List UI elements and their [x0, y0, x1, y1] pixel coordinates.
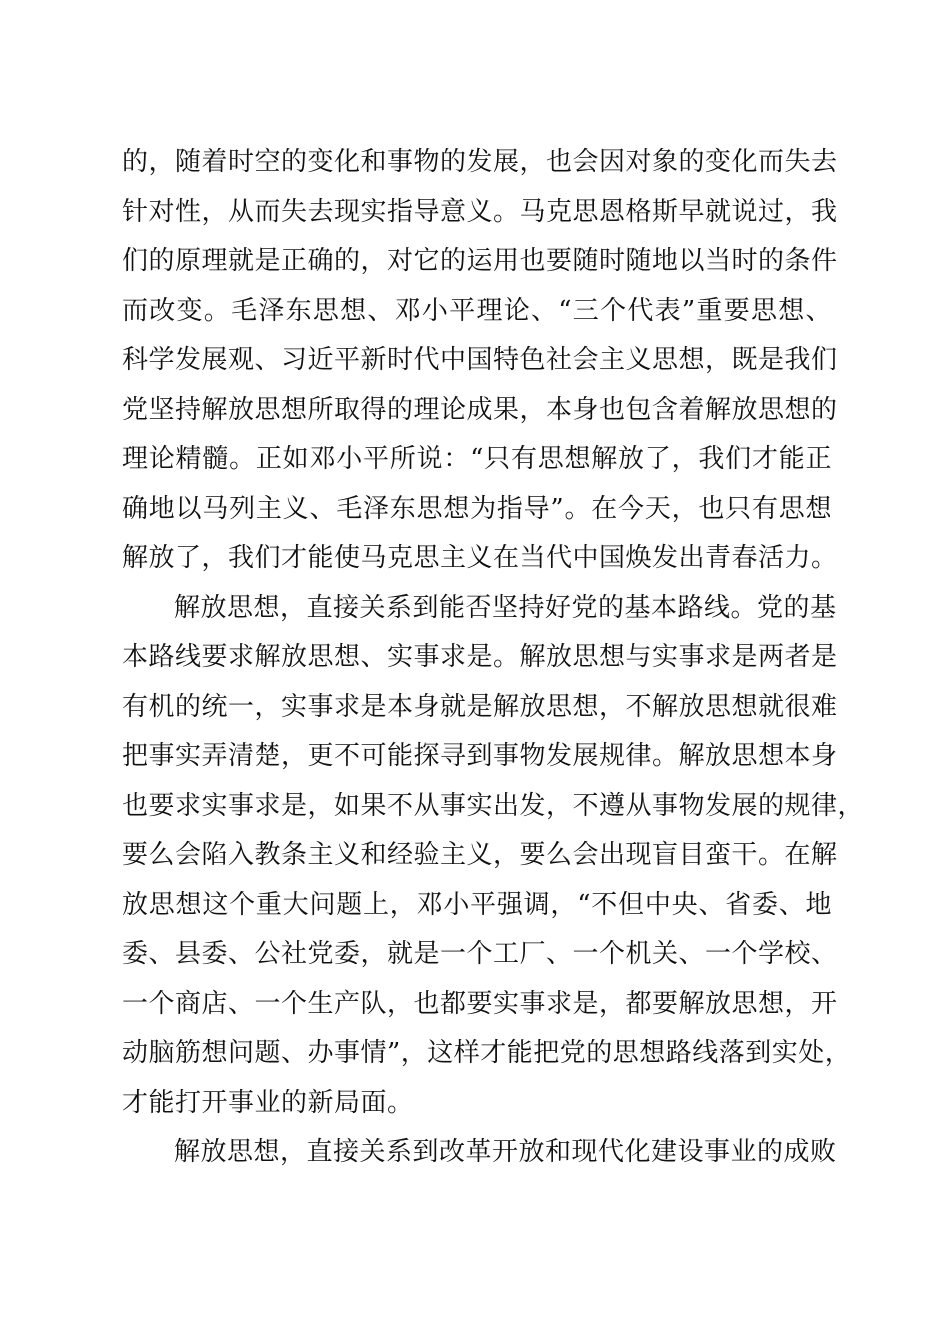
text-line: 而改变。毛泽东思想、邓小平理论、“三个代表”重要思想、	[122, 295, 832, 326]
body-text	[122, 138, 865, 1178]
text-line: 委、县委、公社党委，就是一个工厂、一个机关、一个学校、	[122, 939, 838, 969]
text-line: 本路线要求解放思想、实事求是。解放思想与实事求是两者是	[122, 642, 838, 672]
text-line: 针对性，从而失去现实指导意义。马克思恩格斯早就说过，我	[122, 196, 838, 227]
text-line: 放思想这个重大问题上，邓小平强调，“不但中央、省委、地	[122, 889, 832, 920]
text-line: 的，随着时空的变化和事物的发展，也会因对象的变化而失去	[122, 147, 838, 177]
paragraph-first-line: 解放思想，直接关系到改革开放和现代化建设事业的成败	[174, 1137, 837, 1167]
text-line: 一个商店、一个生产队，也都要实事求是，都要解放思想，开	[122, 988, 838, 1019]
text-line: 要么会陷入教条主义和经验主义，要么会出现盲目蛮干。在解	[122, 840, 838, 870]
paragraph-first-line: 解放思想，直接关系到能否坚持好党的基本路线。党的基	[174, 592, 837, 623]
text-line: 们的原理就是正确的，对它的运用也要随时随地以当时的条件	[122, 246, 838, 276]
text-line: 理论精髓。正如邓小平所说：“只有思想解放了，我们才能正	[122, 444, 832, 474]
text-line: 科学发展观、习近平新时代中国特色社会主义思想，既是我们	[122, 345, 838, 375]
text-line: 把事实弄清楚，更不可能探寻到事物发展规律。解放思想本身	[122, 741, 838, 771]
text-line: 有机的统一，实事求是本身就是解放思想，不解放思想就很难	[122, 691, 838, 722]
text-line: 解放了，我们才能使马克思主义在当代中国焕发出青春活力。	[122, 543, 838, 573]
text-line: 才能打开事业的新局面。	[122, 1087, 414, 1118]
text-line: 动脑筋想问题、办事情”，这样才能把党的思想路线落到实处，	[122, 1038, 852, 1068]
text-line: 党坚持解放思想所取得的理论成果，本身也包含着解放思想的	[122, 394, 838, 425]
text-line: 也要求实事求是，如果不从事实出发，不遵从事物发展的规律，	[122, 790, 865, 821]
text-line: 确地以马列主义、毛泽东思想为指导”。在今天，也只有思想	[122, 493, 832, 524]
